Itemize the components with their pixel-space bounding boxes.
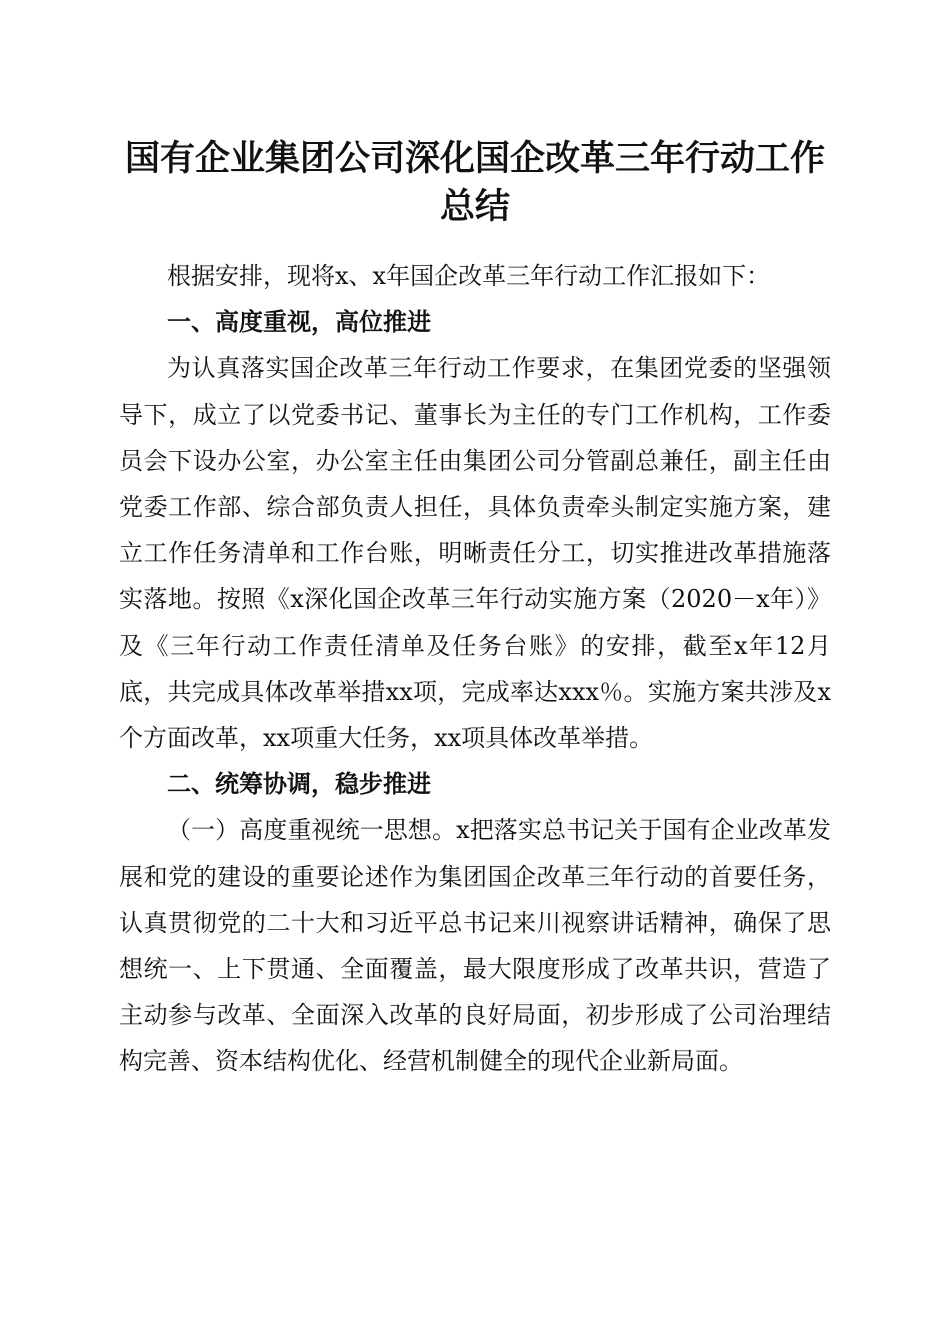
document-body bbox=[119, 253, 831, 1085]
document-title bbox=[100, 135, 850, 231]
intro-paragraph: 根据安排，现将x、x年国企改革三年行动工作汇报如下： bbox=[167, 262, 771, 290]
section-1-paragraph: 为认真落实国企改革三年行动工作要求，在集团党委的坚强领导下，成立了以党委书记、董事长为主任的专门工作机构，工作委员会下设办公室，办公室主任由集团公司分管副总兼任，副主任由党委工作部、综合部负责人担任，具体负责牵头制定实施方案，建立工作任务清单和工作台账，明晰责任分工，切实推进改革措施落实落地。按照《x深化国企改革三年行动实施方案（2020－x年）》及《三年行动工作责任清单及任务台账》的安排，截至x年12月底，共完成具体改革举措xx项，完成率达xxx％。实施方案共涉及x个方面改革，xx项重大任务，xx项具体改革举措。 bbox=[119, 354, 831, 753]
section-2-heading: 二、统筹协调，稳步推进 bbox=[167, 770, 431, 799]
title-line-2: 总结 bbox=[439, 186, 510, 227]
title-line-1: 国有企业集团公司深化国企改革三年行动工作 bbox=[124, 138, 825, 179]
section-1-heading: 一、高度重视，高位推进 bbox=[167, 308, 431, 337]
section-2-paragraph: （一）高度重视统一思想。x把落实总书记关于国有企业改革发展和党的建设的重要论述作为集团国企改革三年行动的首要任务，认真贯彻党的二十大和习近平总书记来川视察讲话精神，确保了思想统一、上下贯通、全面覆盖，最大限度形成了改革共识，营造了主动参与改革、全面深入改革的良好局面，初步形成了公司治理结构完善、资本结构优化、经营机制健全的现代企业新局面。 bbox=[119, 816, 831, 1076]
